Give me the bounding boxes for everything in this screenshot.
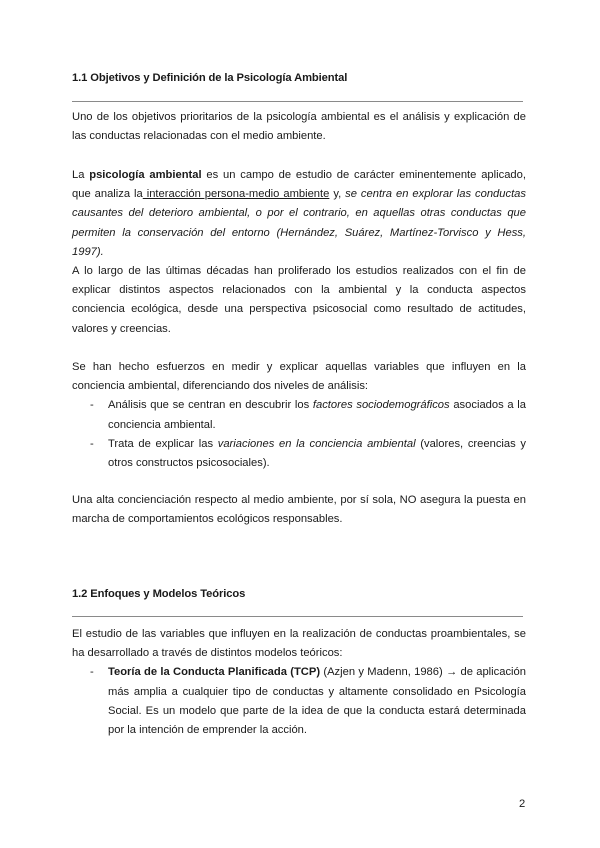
text-run: y, [329,188,346,201]
italic-term: variaciones en la conciencia ambiental [217,437,416,450]
bold-term: Teoría de la Conducta Planificada (TCP) [108,666,321,679]
paragraph-text: El estudio de las variables que influyen en la realización de conductas proambientales, se ha desarrollado a través de distintos modelos teóricos: [72,628,526,660]
list-dash: - [90,399,94,412]
paragraph-studies [72,262,526,339]
italic-citation: se centra en explorar las conductas causantes del deterioro ambiental, o por el contrario, en aquellas otras conductas que permiten la conservación del entorno (Hernández, Suárez, Martínez-Torvisco y Hess, 1997). [72,188,527,258]
page-number: 2 [519,798,526,810]
paragraph-definition [72,166,526,262]
text-run: Análisis que se centran en descubrir los [108,399,313,412]
text-run: es un campo de estudio de carácter eminentemente aplicado, que analiza la [72,169,526,201]
underlined-term: interacción persona-medio ambiente [142,188,330,201]
paragraph-text [72,166,526,262]
bold-term: psicología ambiental [89,169,202,181]
paragraph-models [72,625,526,740]
text-run: (Azjen y Madenn, 1986) → de aplicación más amplia a cualquier tipo de conductas y altamente consolidado en Psicología Social. Es un modelo que parte de la idea de que la conducta estará determinada por la intención de emprender la acción. [108,666,526,737]
paragraph-variables [72,358,526,473]
list-item [72,663,526,740]
models-list [72,663,526,740]
heading-rule [72,616,523,617]
paragraph-text: Uno de los objetivos prioritarios de la psicología ambiental es el análisis y explicación de las conductas relacionadas con el medio ambiente. [72,111,526,143]
heading-rule [72,101,523,102]
section-heading-1-1: 1.1 Objetivos y Definición de la Psicología Ambiental [72,72,348,84]
text-run: (valores, creencias y otros constructos psicosociales). [108,437,526,470]
section-heading-1-2: 1.2 Enfoques y Modelos Teóricos [72,588,246,600]
list-item [72,435,526,473]
paragraph-text: Se han hecho esfuerzos en medir y explicar aquellas variables que influyen en la conciencia ambiental, diferenciando dos niveles de análisis: [72,361,526,393]
italic-term: factores sociodemográficos [312,399,450,412]
paragraph-awareness [72,491,526,529]
text-run: asociados a la conciencia ambiental. [108,399,526,431]
list-item [72,396,526,434]
text-run: La [72,169,90,181]
analysis-levels-list [72,396,526,473]
list-dash: - [90,437,94,450]
list-dash: - [90,666,94,679]
paragraph-text: A lo largo de las últimas décadas han proliferado los estudios realizados con el fin de explicar distintos aspectos relacionados con la ambiental y la conducta aspectos conciencia ecológica, desde una perspectiva psicosocial como resultado de actitudes, valores y creencias. [72,265,526,335]
text-run: Trata de explicar las [108,437,218,450]
paragraph-objectives [72,108,526,146]
paragraph-text: Una alta concienciación respecto al medio ambiente, por sí sola, NO asegura la puesta en marcha de comportamientos ecológicos responsables. [72,494,526,526]
